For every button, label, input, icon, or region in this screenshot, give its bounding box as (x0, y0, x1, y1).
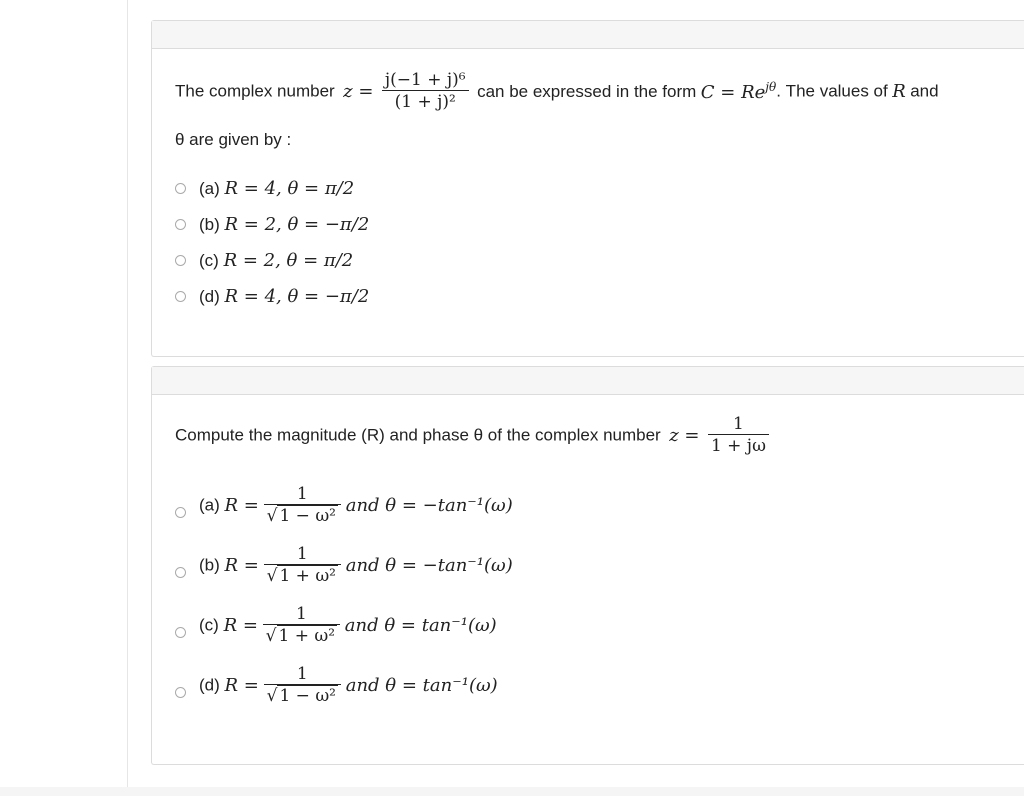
q1-z-eq: z = (343, 81, 374, 102)
q2-stem: Compute the magnitude (R) and phase θ of the complex number z = $\frac{1}{1 + j\omega}$ (175, 414, 769, 457)
q1-numerator: j(−1 + j)⁶ (384, 70, 466, 90)
q2-option-d[interactable]: (d) R = $\frac{1}{\text{√ 1 − ω²}}$ and θ = tan⁻¹(ω) (199, 664, 498, 706)
left-rail (0, 0, 128, 796)
q2-numerator: 1 (733, 414, 744, 434)
footer-strip (0, 787, 1024, 796)
q1-form: $C = Re^{j\theta}$ (700, 80, 777, 103)
question-header-2 (152, 367, 1024, 395)
q2-denominator: 1 + jω (710, 436, 766, 456)
question-header-1 (152, 21, 1024, 49)
q2-radio-b[interactable] (175, 567, 186, 578)
q2-option-c[interactable]: (c) R = $\frac{1}{\text{√ 1 + ω²}}$ and θ = tan⁻¹(ω) (199, 604, 497, 646)
q2-option-b[interactable]: (b) R = $\frac{1}{\text{√ 1 + ω²}}$ and θ = −tan⁻¹(ω) (199, 544, 513, 586)
q2-radio-c[interactable] (175, 627, 186, 638)
q1-fraction (382, 70, 469, 113)
q2-radio-a[interactable] (175, 507, 186, 518)
q1-denominator: (1 + j)² (394, 92, 456, 112)
q1-radio-a[interactable] (175, 183, 186, 194)
q1-option-c[interactable]: (c) R = 2, θ = π/2 (199, 250, 354, 271)
q1-radio-d[interactable] (175, 291, 186, 302)
q1-stem-line1: The complex number z = $\frac{\text{j(−1 + j)⁶}}{\text{(1 + j)²}}$ can be expressed in the form $C = Re^{j\theta}$. The values of R and (175, 70, 939, 112)
q2-fraction (708, 414, 769, 457)
q1-option-a[interactable]: (a) R = 4, θ = π/2 (199, 178, 355, 199)
q1-radio-c[interactable] (175, 255, 186, 266)
q2-option-a[interactable]: (a) R = $\frac{1}{\text{√ 1 − ω²}}$ and θ = −tan⁻¹(ω) (199, 484, 513, 526)
q1-option-d[interactable]: (d) R = 4, θ = −π/2 (199, 286, 370, 307)
q1-stem-line2: θ are given by : (175, 130, 292, 149)
q2-radio-d[interactable] (175, 687, 186, 698)
q1-option-b[interactable]: (b) R = 2, θ = −π/2 (199, 214, 370, 235)
q1-radio-b[interactable] (175, 219, 186, 230)
